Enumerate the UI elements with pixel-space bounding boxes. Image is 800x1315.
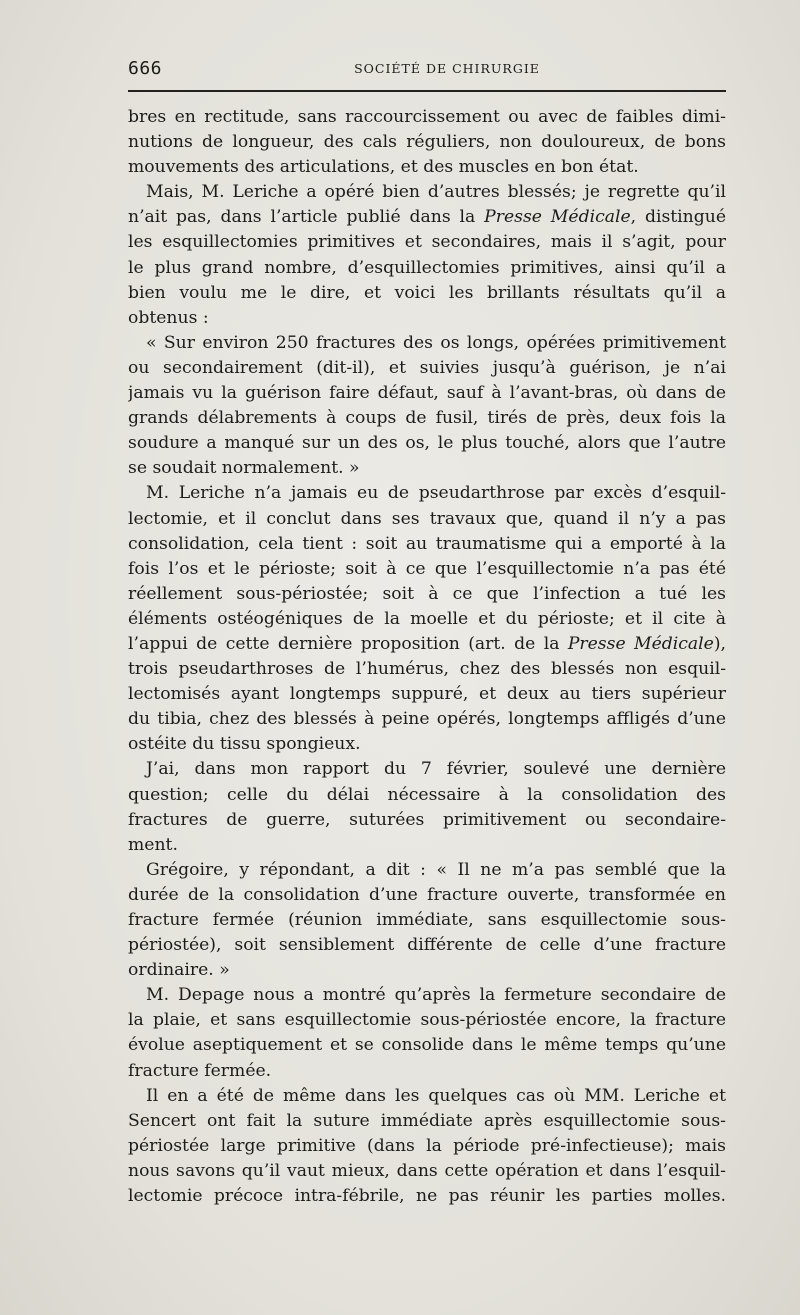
text-line: M. Depage nous a montré qu’après la fermeture secondaire de — [146, 985, 726, 1006]
text-line: grands délabrements à coups de fusil, tirés de près, deux fois la — [128, 408, 726, 429]
text-line: M. Leriche n’a jamais eu de pseudarthrose par excès d’esquil- — [146, 483, 726, 504]
text-line: l’appui de cette dernière proposition (art. de la Presse Médicale), — [128, 633, 726, 654]
text-line: fracture fermée (réunion immédiate, sans esquillectomie sous- — [128, 910, 726, 930]
text-line: les esquillectomies primitives et secondaires, mais il s’agit, pour — [128, 232, 726, 253]
page-header — [128, 58, 726, 80]
text-line: durée de la consolidation d’une fracture ouverte, transformée en — [128, 884, 726, 905]
text-line: ment. — [128, 834, 178, 855]
text-line: n’ait pas, dans l’article publié dans la Presse Médicale, distingué — [128, 207, 726, 228]
text-line: Grégoire, y répondant, a dit : « Il ne m’a pas semblé que la — [146, 859, 726, 880]
text-line: du tibia, chez des blessés à peine opérés, longtemps affligés d’une — [128, 709, 726, 730]
text-line: bres en rectitude, sans raccourcissement ou avec de faibles dimi- — [128, 107, 726, 127]
text-line: J’ai, dans mon rapport du 7 février, soulevé une dernière — [146, 759, 726, 780]
running-title: SOCIÉTÉ DE CHIRURGIE — [354, 61, 540, 76]
text-line: lectomie précoce intra-fébrile, ne pas réunir les parties molles. — [128, 1186, 726, 1207]
text-line: mouvements des articulations, et des muscles en bon état. — [128, 157, 639, 178]
text-line: ou secondairement (dit-il), et suivies jusqu’à guérison, je n’ai — [128, 357, 726, 378]
text-line: fracture fermée. — [128, 1060, 272, 1081]
text-line: se soudait normalement. » — [128, 458, 360, 479]
text-line: bien voulu me le dire, et voici les brillants résultats qu’il a — [128, 282, 726, 303]
journal-title: Presse Médicale — [567, 633, 714, 654]
text-line: jamais vu la guérison faire défaut, sauf à l’avant-bras, où dans de — [128, 383, 726, 404]
text-line: Mais, M. Leriche a opéré bien d’autres blessés; je regrette qu’il — [146, 182, 726, 203]
text-line: nous savons qu’il vaut mieux, dans cette opération et dans l’esquil- — [128, 1160, 726, 1181]
text-line: la plaie, et sans esquillectomie sous-périostée encore, la fracture — [128, 1010, 726, 1031]
text-line: consolidation, cela tient : soit au traumatisme qui a emporté à la — [128, 533, 726, 554]
text-line: lectomie, et il conclut dans ses travaux que, quand il n’y a pas — [128, 508, 726, 529]
text-line: évolue aseptiquement et se consolide dans le même temps qu’une — [128, 1035, 726, 1056]
text-line: périostée), soit sensiblement différente de celle d’une fracture — [128, 935, 726, 956]
text-line: question; celle du délai nécessaire à la consolidation des — [128, 784, 726, 805]
text-line: lectomisés ayant longtemps suppuré, et deux au tiers supérieur — [128, 684, 726, 705]
text-line: Il en a été de même dans les quelques cas où MM. Leriche et — [146, 1085, 726, 1106]
text-line: nutions de longueur, des cals réguliers, non douloureux, de bons — [128, 132, 726, 153]
page-number: 666 — [128, 58, 163, 79]
text-line: ordinaire. » — [128, 960, 230, 981]
text-line: soudure a manqué sur un des os, le plus touché, alors que l’autre — [128, 433, 726, 454]
text-line: ostéite du tissu spongieux. — [128, 734, 361, 755]
text-line: fois l’os et le périoste; soit à ce que l’esquillectomie n’a pas été — [128, 558, 726, 579]
text-line: réellement sous-périostée; soit à ce que l’infection a tué les — [128, 583, 726, 604]
text-line: le plus grand nombre, d’esquillectomies primitives, ainsi qu’il a — [128, 257, 726, 278]
text-line: « Sur environ 250 fractures des os longs, opérées primitivement — [146, 332, 726, 353]
text-line: trois pseudarthroses de l’humérus, chez des blessés non esquil- — [128, 659, 726, 680]
body-text — [128, 105, 726, 1209]
text-line: obtenus : — [128, 307, 209, 328]
journal-title: Presse Médicale — [484, 207, 631, 228]
text-line: Sencert ont fait la suture immédiate après esquillectomie sous- — [128, 1110, 726, 1131]
text-line: éléments ostéogéniques de la moelle et du périoste; et il cite à — [128, 608, 726, 629]
text-line: périostée large primitive (dans la période pré-infectieuse); mais — [128, 1135, 726, 1156]
text-line: fractures de guerre, suturées primitivement ou secondaire- — [128, 809, 726, 830]
header-rule — [128, 90, 726, 92]
